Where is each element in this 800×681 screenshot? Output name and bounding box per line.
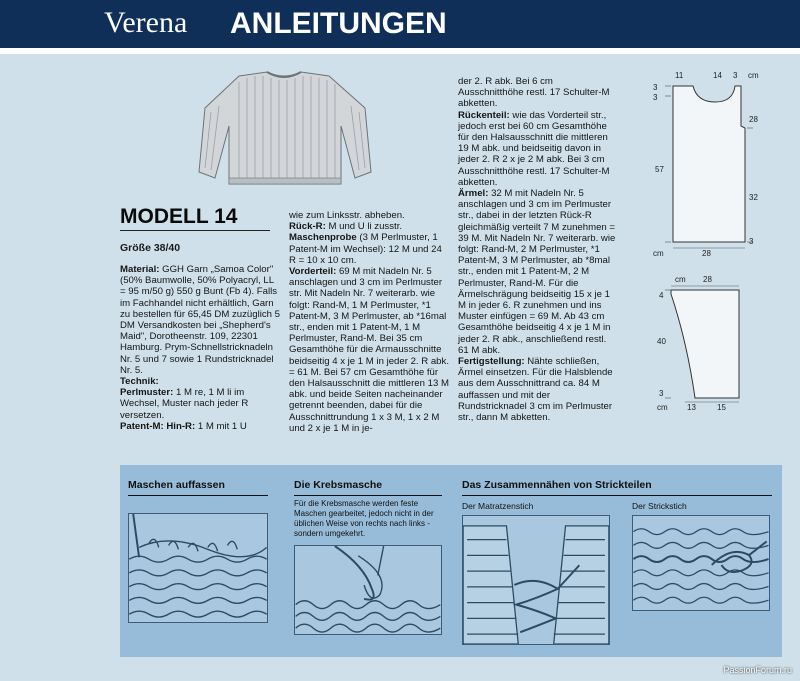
body-top-dim-1: 11 <box>675 71 684 80</box>
instructions-column-3 <box>458 76 618 423</box>
sleeve-left-dim-3: 3 <box>659 389 664 398</box>
sleeve-bottom-dim-2: 13 <box>687 403 696 412</box>
patent-label: Patent-M: Hin-R: <box>120 420 196 432</box>
maschen-auffassen-illustration <box>128 513 268 623</box>
body-right-dim-2: 32 <box>749 193 758 202</box>
body-left-dim-3: 57 <box>655 165 664 174</box>
body-bottom-dim-2: 28 <box>702 249 711 258</box>
sleeve-left-dim-1: 4 <box>659 291 664 300</box>
technique-panel <box>120 465 782 657</box>
sleeve-bottom-dim-3: 15 <box>717 403 726 412</box>
maschenprobe-label: Maschenprobe <box>289 232 357 244</box>
rueckenteil-text: wie das Vorderteil str., jedoch erst bei 60 cm Gesamthöhe für den Halsausschnitt die mittleren 19 M abk. und beidseitig davon in jeder 2. R 2 x je 2 M abk. Bei 3 cm Ausschnitthöhe restl. 17 Schulter-M abketten. <box>458 109 610 188</box>
material-label: Material: <box>120 264 160 275</box>
watermark: PassionForum.ru <box>723 665 792 675</box>
column2-intro: wie zum Linksstr. abheben. <box>289 210 405 221</box>
sleeve-bottom-dim-1: cm <box>657 403 668 412</box>
sleeve-top-dim-1: cm <box>675 275 686 284</box>
section2-note: Für die Krebsmasche werden feste Maschen gearbeitet, jedoch nicht in der üblichen Weise von rechts nach links - sondern umgekehrt. <box>294 499 434 538</box>
body-schematic <box>645 66 770 266</box>
instructions-column-2 <box>289 210 449 434</box>
sleeve-top-dim-2: 28 <box>703 275 712 284</box>
technik-label: Technik: <box>120 376 159 388</box>
section1-title: Maschen auffassen <box>128 479 225 491</box>
aermel-text: 32 M mit Nadeln Nr. 5 anschlagen und 3 cm im Perlmuster str., dabei in der letzten Rück-R gleichmäßig verteilt 7 M zunehmen = 39 M. Mit Nadeln Nr. 7 weiterarb. wie folgt: Rand-M, 2 M Perlmuster, *1 Patent-M, 3 M Perlmuster, ab *8mal str., enden mit 1 Patent-M, 2 M Perlmuster, Rand-M. Für die Ärmelschrägung beidseitig 15 x je 1 M in jeder 6. R zunehmen und ins Muster einfügen = 69 M. Ab 43 cm Gesamthöhe beidseitig 4 x je 1 M in jeder 2. R abk., anschließend restl. 61 M abk. <box>458 188 616 356</box>
rueck-text: M und U li zusstr. <box>328 221 403 233</box>
section2-title: Die Krebsmasche <box>294 479 383 491</box>
body-right-dim-1: 28 <box>749 115 758 124</box>
strickstich-illustration <box>632 515 770 611</box>
material-text: GGH Garn „Samoa Color" (50% Baumwolle, 50% Polyacryl, LL = 95 m/50 g) 550 g Bunt (Fb 4). Falls im Fachhandel nicht erhältlich, Garn zu bestellen für 65,45 DM zuzüglich 5 DM Versandkosten bei „Shepherd's Maid", Dorotheenstr. 109, 22301 Hamburg. Prym-Schnellstricknadeln Nr. 5 und 7 sowie 1 Rundstricknadel Nr. 5. <box>120 264 280 376</box>
model-title-rule <box>120 230 270 231</box>
body-top-dim-3: 3 <box>733 71 738 80</box>
section-zusammennaehen <box>456 465 782 657</box>
patent-text: 1 M mit 1 U <box>197 420 247 432</box>
body-right-dim-3: 3 <box>749 237 754 246</box>
rueckenteil-label: Rückenteil: <box>458 109 510 121</box>
body-top-dim-4: cm <box>748 71 759 80</box>
strickstich-label: Der Strickstich <box>632 501 687 511</box>
body-left-dim-2: 3 <box>653 93 658 102</box>
krebsmasche-illustration <box>294 545 442 635</box>
size-label: Größe 38/40 <box>120 242 181 254</box>
rueck-label: Rück-R: <box>289 221 326 233</box>
section2-rule <box>294 495 442 496</box>
section-maschen-auffassen <box>120 465 280 657</box>
brand-logo: Verena <box>104 6 188 39</box>
perlmuster-text: 1 M re, 1 M li im Wechsel, Muster nach jeder R versetzen. <box>120 387 249 421</box>
fertigstellung-text: Nähte schließen, Ärmel einsetzen. Für die Halsblende aus dem Ausschnittrand ca. 84 M auffassen und mit der Rundstricknadel 3 cm im Perlmuster str., dann M abketten. <box>458 356 613 424</box>
header-title: ANLEITUNGEN <box>230 7 447 40</box>
section3-title: Das Zusammennähen von Strickteilen <box>462 479 652 491</box>
sweater-illustration <box>195 68 373 190</box>
perlmuster-label: Perlmuster: <box>120 387 174 399</box>
header-bar <box>0 0 800 48</box>
section3-rule <box>462 495 772 496</box>
fertigstellung-label: Fertigstellung: <box>458 356 525 368</box>
aermel-label: Ärmel: <box>458 188 489 200</box>
column3-intro: der 2. R abk. Bei 6 cm Ausschnitthöhe restl. 17 Schulter-M abketten. <box>458 76 610 110</box>
body-top-dim-2: 14 <box>713 71 722 80</box>
vorderteil-text: 69 M mit Nadeln Nr. 5 anschlagen und 3 cm im Perlmuster str. Mit Nadeln Nr. 7 weiterarb. wie folgt: Rand-M, 1 M Perlmuster, *1 Patent-M, 3 M Perlmuster, ab *16mal str., enden mit 1 Patent-M, 1 M Perlmuster, Rand-M. Bei 35 cm Gesamthöhe für die Armausschnitte beidseitig 4 x je 1 M in jeder 2. R abk. = 61 M. Bei 57 cm Gesamthöhe für den Halsausschnitt die mittleren 13 M abk. und beide Seiten nacheinander getrennt beenden, dabei für die Ausschnittrundung 1 x 3 M, 1 x 2 M und 2 x je 1 M in je- <box>289 266 449 434</box>
section-krebsmasche <box>288 465 448 657</box>
section1-rule <box>128 495 268 496</box>
matratzenstich-label: Der Matratzenstich <box>462 501 534 511</box>
sleeve-left-dim-2: 40 <box>657 337 666 346</box>
instructions-column-1 <box>120 264 280 432</box>
vorderteil-label: Vorderteil: <box>289 266 337 278</box>
sleeve-schematic <box>645 272 770 417</box>
body-left-dim-1: 3 <box>653 83 658 92</box>
maschenprobe-text: (3 M Perlmuster, 1 Patent-M im Wechsel): 12 M und 24 R = 10 x 10 cm. <box>289 232 442 266</box>
model-title: MODELL 14 <box>120 205 238 228</box>
matratzenstich-illustration <box>462 515 610 645</box>
body-bottom-dim-1: cm <box>653 249 664 258</box>
